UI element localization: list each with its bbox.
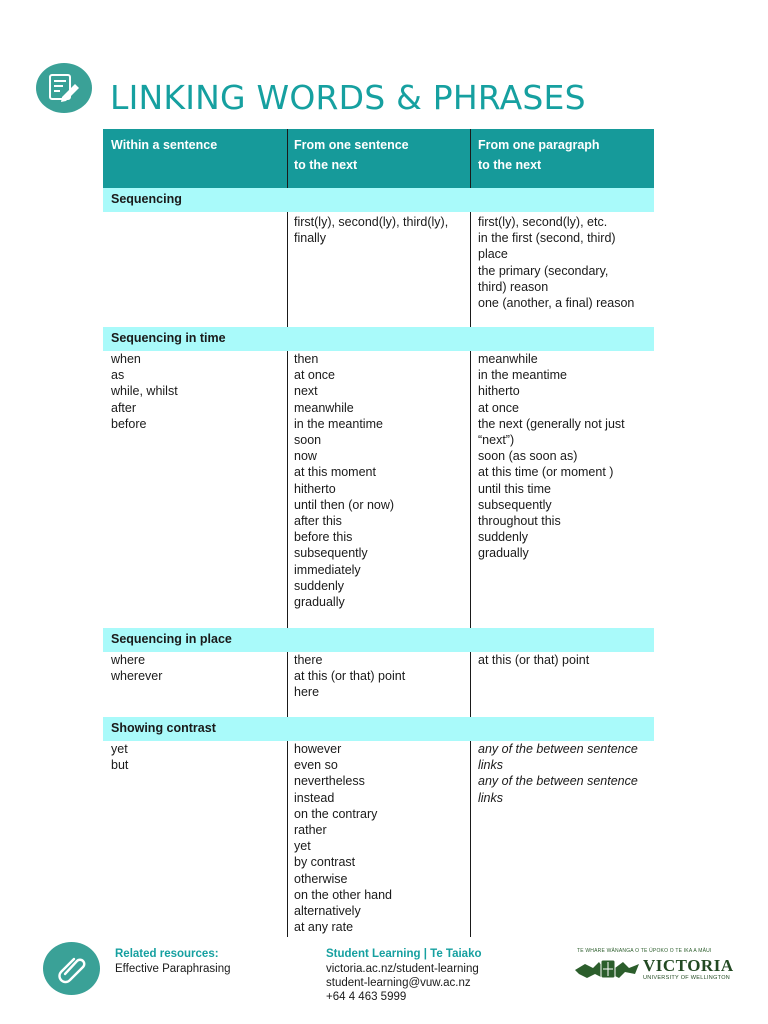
document-pencil-icon <box>36 63 92 113</box>
header-within-sentence: Within a sentence <box>111 138 218 152</box>
paperclip-icon <box>43 942 100 995</box>
section-band-showing-contrast <box>103 717 654 741</box>
header-sentence-to-sentence: From one sentence to the next <box>294 138 409 172</box>
cell-within-sentence: yet but <box>111 742 129 773</box>
section-band-sequencing <box>103 188 654 212</box>
related-resources-title: Related resources: <box>115 948 219 960</box>
section-label: Showing contrast <box>111 721 216 735</box>
section-band-sequencing-in-time <box>103 327 654 351</box>
cell-sentence-to-sentence: there at this (or that) point here <box>294 653 406 700</box>
victoria-subtitle: UNIVERSITY OF WELLINGTON <box>643 975 731 981</box>
cell-within-sentence: where wherever <box>111 653 163 684</box>
student-learning-title: Student Learning | Te Taiako <box>326 948 482 960</box>
crest-icon <box>575 956 639 982</box>
header-paragraph-to-paragraph: From one paragraph to the next <box>478 138 600 172</box>
victoria-university-logo <box>573 948 738 983</box>
section-label: Sequencing in place <box>111 632 232 646</box>
cell-paragraph-to-paragraph: any of the between sentence links any of the between sentence links <box>478 742 638 805</box>
cell-sentence-to-sentence: first(ly), second(ly), third(ly), finally <box>294 215 449 246</box>
section-label: Sequencing in time <box>111 331 226 345</box>
cell-within-sentence: when as while, whilst after before <box>111 352 178 431</box>
section-label: Sequencing <box>111 192 182 206</box>
page-title: LINKING WORDS & PHRASES <box>110 78 586 117</box>
column-divider <box>470 129 471 937</box>
section-band-sequencing-in-place <box>103 628 654 652</box>
table-header <box>103 129 654 188</box>
cell-paragraph-to-paragraph: first(ly), second(ly), etc. in the first (second, third) place the primary (secondary, third) reason one (another, a final) reason <box>478 215 635 311</box>
victoria-name: VICTORIA <box>643 956 734 975</box>
linking-words-table <box>103 129 654 937</box>
related-resource-link[interactable]: Effective Paraphrasing <box>115 963 231 975</box>
cell-paragraph-to-paragraph: meanwhile in the meantime hitherto at once the next (generally not just “next”) soon (as soon as) at this time (or moment ) until this time subsequently throughout this suddenly gradually <box>478 352 625 561</box>
student-learning-url[interactable]: victoria.ac.nz/student-learning <box>326 963 479 975</box>
student-learning-email[interactable]: student-learning@vuw.ac.nz <box>326 977 471 989</box>
victoria-tagline: TE WHARE WĀNANGA O TE ŪPOKO O TE IKA A MĀUI <box>577 948 712 954</box>
cell-sentence-to-sentence: then at once next meanwhile in the meantime soon now at this moment hitherto until then (or now) after this before this subsequently immediately suddenly gradually <box>294 352 395 610</box>
student-learning-phone: +64 4 463 5999 <box>326 991 407 1003</box>
column-divider <box>287 129 288 937</box>
cell-paragraph-to-paragraph: at this (or that) point <box>478 653 590 667</box>
cell-sentence-to-sentence: however even so nevertheless instead on the contrary rather yet by contrast otherwise on the other hand alternatively at any rate <box>294 742 392 935</box>
